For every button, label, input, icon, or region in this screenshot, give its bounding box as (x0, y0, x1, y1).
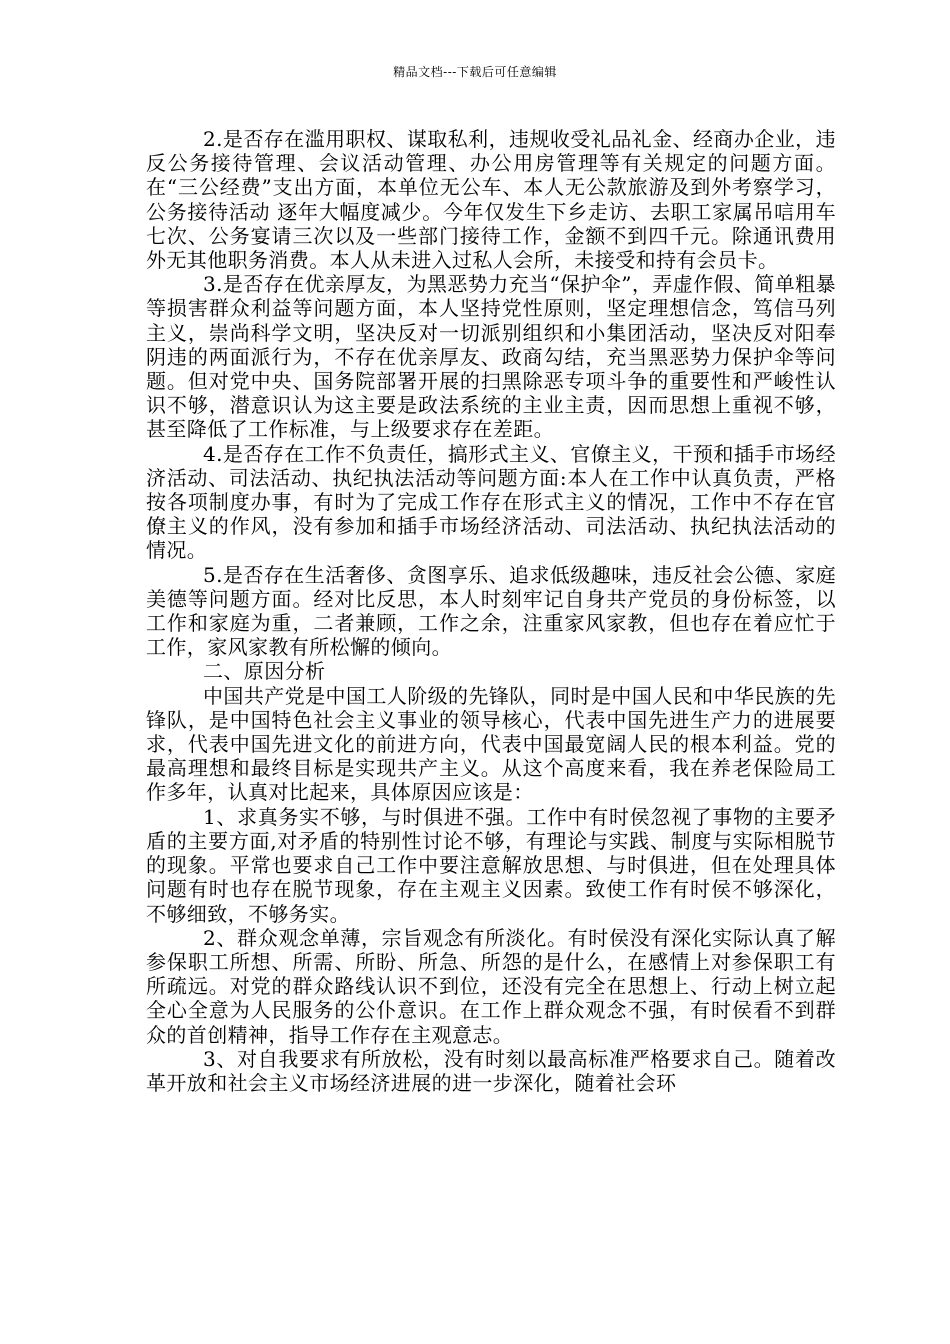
paragraph-item-4: 4.是否存在工作不负责任，搞形式主义、官僚主义，干预和插手市场经济活动、司法活动、执纪执法活动等问题方面:本人在工作中认真负责，严格按各项制度办事，有时为了完成工作存在形式主义的情况，工作中不存在官僚主义的作风，没有参加和插手市场经济活动、司法活动、执纪执法活动的情况。 (146, 441, 836, 563)
paragraph-cause-3: 3、对自我要求有所放松，没有时刻以最高标准严格要求自己。随着改革开放和社会主义市场经济进展的进一步深化，随着社会环 (146, 1046, 836, 1095)
paragraph-item-2: 2.是否存在滥用职权、谋取私利，违规收受礼品礼金、经商办企业，违反公务接待管理、会议活动管理、办公用房管理等有关规定的问题方面。在“三公经费”支出方面，本单位无公车、本人无公款旅游及到外考察学习，公务接待活动 逐年大幅度减少。今年仅发生下乡走访、去职工家属吊唁用车七次、公务宴请三次以及一些部门接待工作，金额不到四千元。除通讯费用外无其他职务消费。本人从未进入过私人会所，未接受和持有会员卡。 (146, 127, 836, 273)
paragraph-item-3: 3.是否存在优亲厚友，为黑恶势力充当“保护伞”，弄虚作假、简单粗暴等损害群众利益等问题方面，本人坚持党性原则，坚定理想信念，笃信马列主义，崇尚科学文明，坚决反对一切派别组织和小集团活动，坚决反对阳奉阴违的两面派行为，不存在优亲厚友、政商勾结，充当黑恶势力保护伞等问题。但对党中央、国务院部署开展的扫黑除恶专项斗争的重要性和严峻性认识不够，潜意识认为这主要是政法系统的主业主责，因而思想上重视不够，甚至降低了工作标准，与上级要求存在差距。 (146, 272, 836, 442)
paragraph-item-5: 5.是否存在生活奢侈、贪图享乐、追求低级趣味，违反社会公德、家庭美德等问题方面。经对比反思，本人时刻牢记自身共产党员的身份标签，以工作和家庭为重，二者兼顾，工作之余，注重家风家教，但也存在着应忙于工作，家风家教有所松懈的倾向。 (146, 562, 836, 660)
document-body (146, 127, 836, 1095)
paragraph-cause-2: 2、群众观念单薄，宗旨观念有所淡化。有时侯没有深化实际认真了解参保职工所想、所需、所盼、所急、所怨的是什么，在感情上对参保职工有所疏远。对党的群众路线认识不到位，还没有完全在思想上、行动上树立起全心全意为人民服务的公仆意识。在工作上群众观念不强，有时侯看不到群众的首创精神，指导工作存在主观意志。 (146, 925, 836, 1047)
paragraph-cause-intro: 中国共产党是中国工人阶级的先锋队，同时是中国人民和中华民族的先锋队，是中国特色社会主义事业的领导核心，代表中国先进生产力的进展要求，代表中国先进文化的前进方向，代表中国最宽阔人民的根本利益。党的最高理想和最终目标是实现共产主义。从这个高度来看，我在养老保险局工作多年，认真对比起来，具体原因应该是： (146, 683, 836, 805)
page-header: 精品文档---下载后可任意编辑 (393, 65, 557, 79)
paragraph-cause-1: 1、求真务实不够，与时俱进不强。工作中有时侯忽视了事物的主要矛盾的主要方面,对矛盾的特别性讨论不够，有理论与实践、制度与实际相脱节的现象。平常也要求自己工作中要注意解放思想、与时俱进，但在处理具体问题有时也存在脱节现象，存在主观主义因素。致使工作有时侯不够深化，不够细致，不够务实。 (146, 804, 836, 926)
section-heading-cause-analysis: 二、原因分析 (203, 659, 326, 684)
